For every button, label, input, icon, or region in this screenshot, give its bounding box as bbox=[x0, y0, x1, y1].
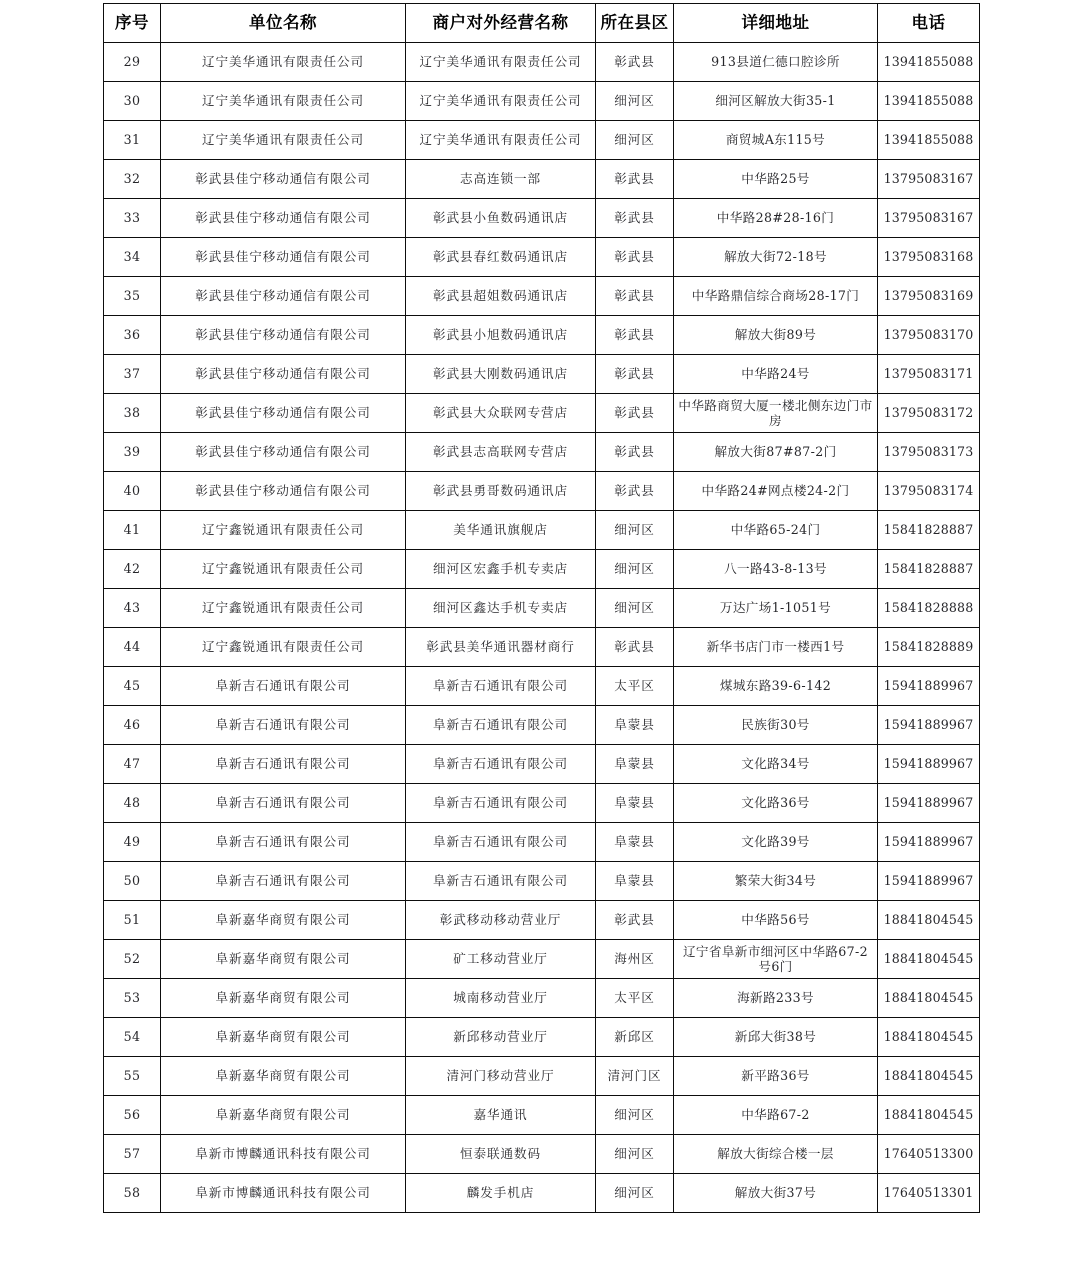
table-row bbox=[104, 940, 980, 979]
cell-address: 新平路36号 bbox=[674, 1057, 878, 1096]
cell-district: 彰武县 bbox=[596, 472, 674, 511]
cell-sequence-number: 47 bbox=[104, 745, 161, 784]
table-row bbox=[104, 160, 980, 199]
cell-merchant-name: 恒泰联通数码 bbox=[406, 1135, 596, 1174]
cell-merchant-name: 彰武县大众联网专营店 bbox=[406, 394, 596, 433]
cell-sequence-number: 49 bbox=[104, 823, 161, 862]
cell-address: 文化路39号 bbox=[674, 823, 878, 862]
cell-merchant-name: 阜新吉石通讯有限公司 bbox=[406, 784, 596, 823]
cell-address: 中华路鼎信综合商场28-17门 bbox=[674, 277, 878, 316]
cell-sequence-number: 56 bbox=[104, 1096, 161, 1135]
cell-merchant-name: 彰武县美华通讯器材商行 bbox=[406, 628, 596, 667]
cell-unit-name: 阜新嘉华商贸有限公司 bbox=[161, 1018, 406, 1057]
cell-phone: 15941889967 bbox=[878, 667, 980, 706]
cell-district: 细河区 bbox=[596, 82, 674, 121]
table-row bbox=[104, 433, 980, 472]
cell-district: 彰武县 bbox=[596, 433, 674, 472]
column-header-address: 详细地址 bbox=[674, 4, 878, 43]
cell-sequence-number: 38 bbox=[104, 394, 161, 433]
cell-sequence-number: 41 bbox=[104, 511, 161, 550]
cell-unit-name: 彰武县佳宁移动通信有限公司 bbox=[161, 433, 406, 472]
table-body bbox=[104, 43, 980, 1213]
cell-phone: 15941889967 bbox=[878, 784, 980, 823]
cell-address: 解放大街综合楼一层 bbox=[674, 1135, 878, 1174]
cell-unit-name: 阜新市博麟通讯科技有限公司 bbox=[161, 1135, 406, 1174]
cell-sequence-number: 53 bbox=[104, 979, 161, 1018]
cell-unit-name: 阜新吉石通讯有限公司 bbox=[161, 862, 406, 901]
cell-address: 民族街30号 bbox=[674, 706, 878, 745]
table-row bbox=[104, 979, 980, 1018]
cell-sequence-number: 29 bbox=[104, 43, 161, 82]
cell-merchant-name: 阜新吉石通讯有限公司 bbox=[406, 745, 596, 784]
cell-phone: 13795083169 bbox=[878, 277, 980, 316]
cell-merchant-name: 美华通讯旗舰店 bbox=[406, 511, 596, 550]
cell-address: 海新路233号 bbox=[674, 979, 878, 1018]
cell-phone: 18841804545 bbox=[878, 1057, 980, 1096]
cell-sequence-number: 52 bbox=[104, 940, 161, 979]
cell-phone: 13795083167 bbox=[878, 199, 980, 238]
cell-district: 彰武县 bbox=[596, 394, 674, 433]
cell-merchant-name: 辽宁美华通讯有限责任公司 bbox=[406, 121, 596, 160]
cell-unit-name: 辽宁美华通讯有限责任公司 bbox=[161, 82, 406, 121]
cell-unit-name: 阜新吉石通讯有限公司 bbox=[161, 784, 406, 823]
cell-sequence-number: 31 bbox=[104, 121, 161, 160]
table-row bbox=[104, 1174, 980, 1213]
cell-sequence-number: 46 bbox=[104, 706, 161, 745]
cell-sequence-number: 55 bbox=[104, 1057, 161, 1096]
cell-address: 解放大街72-18号 bbox=[674, 238, 878, 277]
cell-address: 文化路34号 bbox=[674, 745, 878, 784]
cell-merchant-name: 麟发手机店 bbox=[406, 1174, 596, 1213]
cell-merchant-name: 阜新吉石通讯有限公司 bbox=[406, 706, 596, 745]
cell-address: 煤城东路39-6-142 bbox=[674, 667, 878, 706]
cell-unit-name: 彰武县佳宁移动通信有限公司 bbox=[161, 355, 406, 394]
table-row bbox=[104, 862, 980, 901]
cell-sequence-number: 42 bbox=[104, 550, 161, 589]
cell-district: 彰武县 bbox=[596, 160, 674, 199]
cell-phone: 15841828889 bbox=[878, 628, 980, 667]
table-row bbox=[104, 1096, 980, 1135]
cell-address: 913县道仁德口腔诊所 bbox=[674, 43, 878, 82]
column-header-seq: 序号 bbox=[104, 4, 161, 43]
cell-sequence-number: 33 bbox=[104, 199, 161, 238]
cell-district: 彰武县 bbox=[596, 628, 674, 667]
cell-sequence-number: 50 bbox=[104, 862, 161, 901]
cell-district: 彰武县 bbox=[596, 277, 674, 316]
table-row bbox=[104, 1135, 980, 1174]
cell-address: 细河区解放大街35-1 bbox=[674, 82, 878, 121]
cell-unit-name: 阜新市博麟通讯科技有限公司 bbox=[161, 1174, 406, 1213]
cell-district: 细河区 bbox=[596, 1174, 674, 1213]
cell-district: 新邱区 bbox=[596, 1018, 674, 1057]
cell-address: 商贸城A东115号 bbox=[674, 121, 878, 160]
cell-merchant-name: 志高连锁一部 bbox=[406, 160, 596, 199]
table-row bbox=[104, 550, 980, 589]
column-header-district: 所在县区 bbox=[596, 4, 674, 43]
cell-district: 细河区 bbox=[596, 589, 674, 628]
cell-merchant-name: 矿工移动营业厅 bbox=[406, 940, 596, 979]
cell-phone: 18841804545 bbox=[878, 979, 980, 1018]
cell-unit-name: 阜新嘉华商贸有限公司 bbox=[161, 979, 406, 1018]
cell-address: 中华路25号 bbox=[674, 160, 878, 199]
table-row bbox=[104, 1057, 980, 1096]
cell-merchant-name: 辽宁美华通讯有限责任公司 bbox=[406, 82, 596, 121]
cell-district: 彰武县 bbox=[596, 901, 674, 940]
cell-address: 文化路36号 bbox=[674, 784, 878, 823]
cell-phone: 15941889967 bbox=[878, 706, 980, 745]
table-row bbox=[104, 394, 980, 433]
cell-merchant-name: 彰武县小旭数码通讯店 bbox=[406, 316, 596, 355]
cell-phone: 18841804545 bbox=[878, 901, 980, 940]
cell-unit-name: 彰武县佳宁移动通信有限公司 bbox=[161, 394, 406, 433]
cell-district: 太平区 bbox=[596, 667, 674, 706]
cell-merchant-name: 嘉华通讯 bbox=[406, 1096, 596, 1135]
table-row bbox=[104, 121, 980, 160]
cell-unit-name: 彰武县佳宁移动通信有限公司 bbox=[161, 160, 406, 199]
cell-address: 中华路24号 bbox=[674, 355, 878, 394]
cell-unit-name: 阜新嘉华商贸有限公司 bbox=[161, 1096, 406, 1135]
cell-phone: 15941889967 bbox=[878, 862, 980, 901]
cell-district: 阜蒙县 bbox=[596, 706, 674, 745]
cell-district: 海州区 bbox=[596, 940, 674, 979]
table-header-row bbox=[104, 4, 980, 43]
cell-phone: 17640513301 bbox=[878, 1174, 980, 1213]
cell-phone: 13795083171 bbox=[878, 355, 980, 394]
cell-sequence-number: 34 bbox=[104, 238, 161, 277]
cell-address: 繁荣大街34号 bbox=[674, 862, 878, 901]
cell-merchant-name: 清河门移动营业厅 bbox=[406, 1057, 596, 1096]
cell-district: 彰武县 bbox=[596, 43, 674, 82]
cell-district: 细河区 bbox=[596, 550, 674, 589]
cell-merchant-name: 彰武县大刚数码通讯店 bbox=[406, 355, 596, 394]
table-row bbox=[104, 706, 980, 745]
cell-unit-name: 彰武县佳宁移动通信有限公司 bbox=[161, 277, 406, 316]
cell-unit-name: 辽宁美华通讯有限责任公司 bbox=[161, 43, 406, 82]
cell-district: 阜蒙县 bbox=[596, 823, 674, 862]
cell-district: 彰武县 bbox=[596, 238, 674, 277]
cell-unit-name: 辽宁鑫锐通讯有限责任公司 bbox=[161, 628, 406, 667]
cell-address: 解放大街87#87-2门 bbox=[674, 433, 878, 472]
cell-unit-name: 阜新嘉华商贸有限公司 bbox=[161, 940, 406, 979]
cell-sequence-number: 51 bbox=[104, 901, 161, 940]
cell-phone: 18841804545 bbox=[878, 1018, 980, 1057]
column-header-phone: 电话 bbox=[878, 4, 980, 43]
cell-unit-name: 阜新吉石通讯有限公司 bbox=[161, 667, 406, 706]
cell-merchant-name: 彰武移动移动营业厅 bbox=[406, 901, 596, 940]
cell-unit-name: 彰武县佳宁移动通信有限公司 bbox=[161, 472, 406, 511]
cell-sequence-number: 39 bbox=[104, 433, 161, 472]
table-row bbox=[104, 901, 980, 940]
cell-merchant-name: 细河区鑫达手机专卖店 bbox=[406, 589, 596, 628]
cell-unit-name: 阜新吉石通讯有限公司 bbox=[161, 823, 406, 862]
cell-unit-name: 阜新嘉华商贸有限公司 bbox=[161, 901, 406, 940]
cell-phone: 13941855088 bbox=[878, 43, 980, 82]
table-row bbox=[104, 199, 980, 238]
table-row bbox=[104, 511, 980, 550]
table-row bbox=[104, 1018, 980, 1057]
cell-address: 解放大街37号 bbox=[674, 1174, 878, 1213]
table-row bbox=[104, 355, 980, 394]
cell-sequence-number: 44 bbox=[104, 628, 161, 667]
cell-unit-name: 彰武县佳宁移动通信有限公司 bbox=[161, 199, 406, 238]
cell-phone: 13795083173 bbox=[878, 433, 980, 472]
cell-district: 清河门区 bbox=[596, 1057, 674, 1096]
cell-unit-name: 阜新吉石通讯有限公司 bbox=[161, 706, 406, 745]
cell-unit-name: 彰武县佳宁移动通信有限公司 bbox=[161, 316, 406, 355]
cell-phone: 18841804545 bbox=[878, 940, 980, 979]
cell-phone: 13941855088 bbox=[878, 121, 980, 160]
cell-sequence-number: 45 bbox=[104, 667, 161, 706]
cell-address: 八一路43-8-13号 bbox=[674, 550, 878, 589]
cell-sequence-number: 35 bbox=[104, 277, 161, 316]
cell-unit-name: 辽宁鑫锐通讯有限责任公司 bbox=[161, 589, 406, 628]
cell-district: 阜蒙县 bbox=[596, 862, 674, 901]
cell-merchant-name: 阜新吉石通讯有限公司 bbox=[406, 862, 596, 901]
cell-sequence-number: 32 bbox=[104, 160, 161, 199]
table-row bbox=[104, 238, 980, 277]
cell-address: 新邱大街38号 bbox=[674, 1018, 878, 1057]
cell-phone: 15941889967 bbox=[878, 745, 980, 784]
cell-phone: 15941889967 bbox=[878, 823, 980, 862]
cell-unit-name: 阜新嘉华商贸有限公司 bbox=[161, 1057, 406, 1096]
cell-address: 解放大街89号 bbox=[674, 316, 878, 355]
cell-address: 中华路65-24门 bbox=[674, 511, 878, 550]
cell-district: 细河区 bbox=[596, 511, 674, 550]
table-row bbox=[104, 667, 980, 706]
cell-address: 中华路67-2 bbox=[674, 1096, 878, 1135]
table-row bbox=[104, 43, 980, 82]
cell-merchant-name: 彰武县小鱼数码通讯店 bbox=[406, 199, 596, 238]
cell-sequence-number: 40 bbox=[104, 472, 161, 511]
table-row bbox=[104, 472, 980, 511]
cell-phone: 17640513300 bbox=[878, 1135, 980, 1174]
cell-merchant-name: 阜新吉石通讯有限公司 bbox=[406, 667, 596, 706]
column-header-unit: 单位名称 bbox=[161, 4, 406, 43]
cell-phone: 13795083174 bbox=[878, 472, 980, 511]
cell-merchant-name: 彰武县超姐数码通讯店 bbox=[406, 277, 596, 316]
cell-phone: 13795083170 bbox=[878, 316, 980, 355]
table-row bbox=[104, 82, 980, 121]
cell-unit-name: 辽宁鑫锐通讯有限责任公司 bbox=[161, 511, 406, 550]
cell-merchant-name: 辽宁美华通讯有限责任公司 bbox=[406, 43, 596, 82]
cell-district: 细河区 bbox=[596, 121, 674, 160]
cell-address: 新华书店门市一楼西1号 bbox=[674, 628, 878, 667]
table-row bbox=[104, 316, 980, 355]
cell-sequence-number: 48 bbox=[104, 784, 161, 823]
cell-address: 中华路商贸大厦一楼北侧东边门市房 bbox=[674, 394, 878, 433]
cell-unit-name: 辽宁鑫锐通讯有限责任公司 bbox=[161, 550, 406, 589]
cell-sequence-number: 36 bbox=[104, 316, 161, 355]
cell-merchant-name: 阜新吉石通讯有限公司 bbox=[406, 823, 596, 862]
merchant-table bbox=[103, 3, 980, 1213]
cell-district: 彰武县 bbox=[596, 316, 674, 355]
table-row bbox=[104, 784, 980, 823]
cell-phone: 15841828887 bbox=[878, 550, 980, 589]
cell-merchant-name: 彰武县春红数码通讯店 bbox=[406, 238, 596, 277]
table-row bbox=[104, 628, 980, 667]
cell-address: 中华路24#网点楼24-2门 bbox=[674, 472, 878, 511]
cell-merchant-name: 彰武县勇哥数码通讯店 bbox=[406, 472, 596, 511]
cell-merchant-name: 城南移动营业厅 bbox=[406, 979, 596, 1018]
table-row bbox=[104, 745, 980, 784]
cell-phone: 15841828887 bbox=[878, 511, 980, 550]
table-row bbox=[104, 823, 980, 862]
cell-sequence-number: 37 bbox=[104, 355, 161, 394]
cell-address: 辽宁省阜新市细河区中华路67-2号6门 bbox=[674, 940, 878, 979]
cell-sequence-number: 58 bbox=[104, 1174, 161, 1213]
cell-district: 彰武县 bbox=[596, 199, 674, 238]
cell-phone: 13795083172 bbox=[878, 394, 980, 433]
cell-district: 细河区 bbox=[596, 1096, 674, 1135]
cell-unit-name: 彰武县佳宁移动通信有限公司 bbox=[161, 238, 406, 277]
cell-district: 细河区 bbox=[596, 1135, 674, 1174]
cell-merchant-name: 细河区宏鑫手机专卖店 bbox=[406, 550, 596, 589]
cell-district: 阜蒙县 bbox=[596, 784, 674, 823]
cell-address: 万达广场1-1051号 bbox=[674, 589, 878, 628]
cell-unit-name: 辽宁美华通讯有限责任公司 bbox=[161, 121, 406, 160]
table-row bbox=[104, 277, 980, 316]
cell-merchant-name: 彰武县志高联网专营店 bbox=[406, 433, 596, 472]
cell-district: 太平区 bbox=[596, 979, 674, 1018]
cell-phone: 18841804545 bbox=[878, 1096, 980, 1135]
cell-sequence-number: 54 bbox=[104, 1018, 161, 1057]
cell-district: 彰武县 bbox=[596, 355, 674, 394]
cell-merchant-name: 新邱移动营业厅 bbox=[406, 1018, 596, 1057]
cell-unit-name: 阜新吉石通讯有限公司 bbox=[161, 745, 406, 784]
cell-sequence-number: 30 bbox=[104, 82, 161, 121]
cell-phone: 15841828888 bbox=[878, 589, 980, 628]
cell-phone: 13941855088 bbox=[878, 82, 980, 121]
merchant-table-container bbox=[103, 3, 979, 1213]
cell-address: 中华路28#28-16门 bbox=[674, 199, 878, 238]
cell-phone: 13795083168 bbox=[878, 238, 980, 277]
cell-district: 阜蒙县 bbox=[596, 745, 674, 784]
table-row bbox=[104, 589, 980, 628]
cell-address: 中华路56号 bbox=[674, 901, 878, 940]
column-header-merchant: 商户对外经营名称 bbox=[406, 4, 596, 43]
cell-sequence-number: 57 bbox=[104, 1135, 161, 1174]
cell-sequence-number: 43 bbox=[104, 589, 161, 628]
cell-phone: 13795083167 bbox=[878, 160, 980, 199]
table-header bbox=[104, 4, 980, 43]
